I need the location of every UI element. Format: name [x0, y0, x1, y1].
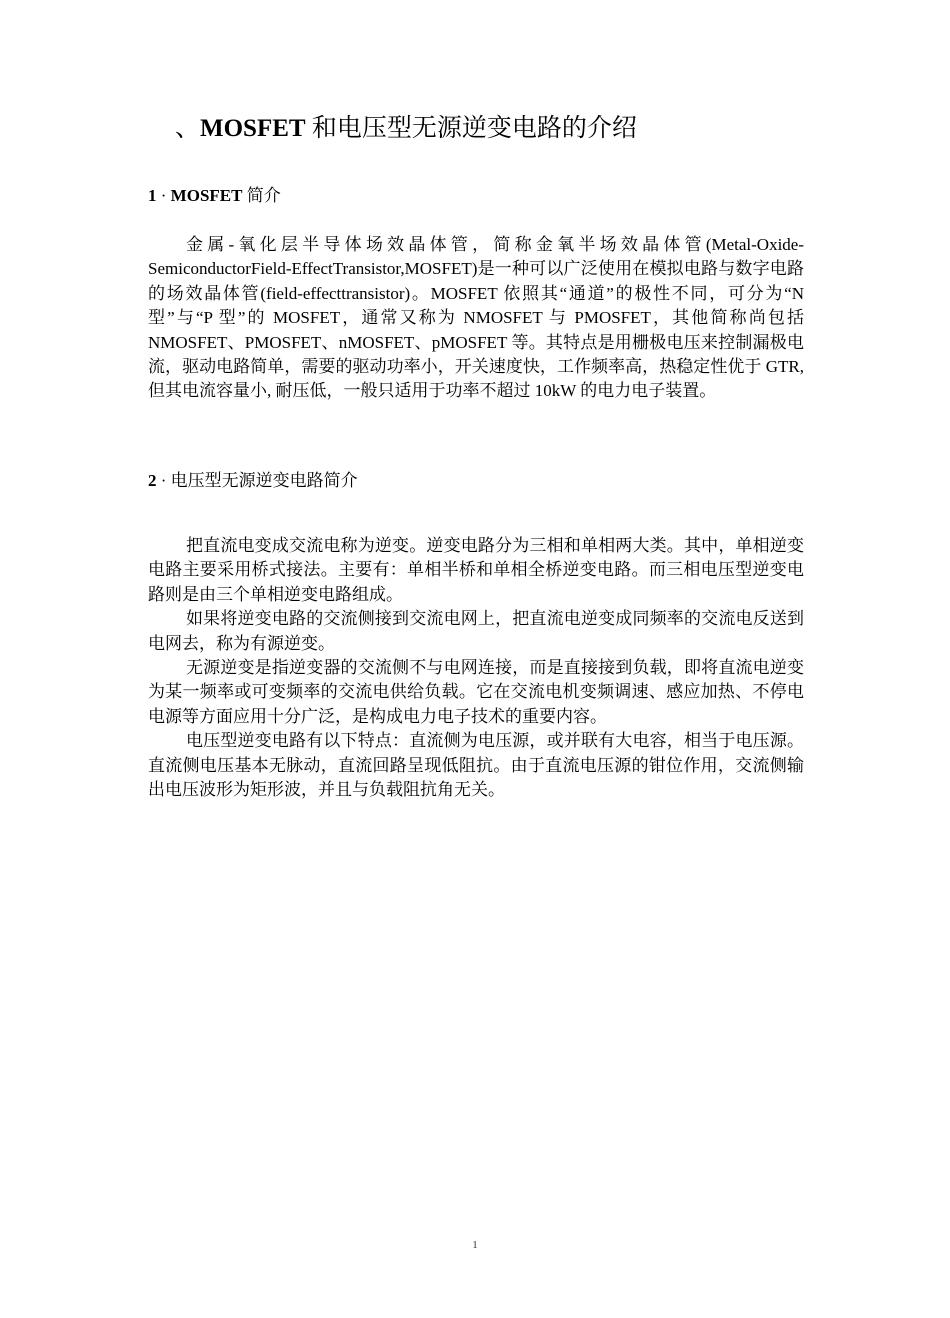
section-1-body: [148, 233, 804, 404]
section-2-separator: ·: [156, 471, 171, 490]
section-2-number: 2: [148, 471, 157, 490]
section-2-paragraph-4: 电压型逆变电路有以下特点：直流侧为电压源，或并联有大电容，相当于电压源。直流侧电压基本无脉动，直流回路呈现低阻抗。由于直流电压源的钳位作用，交流侧输出电压波形为矩形波，并且与负载阻抗角无关。: [148, 731, 804, 800]
title-rest: 和电压型无源逆变电路的介绍: [305, 115, 637, 142]
title-latin: MOSFET: [200, 115, 306, 142]
section-1-number: 1: [148, 186, 157, 205]
section-1-heading: [148, 184, 281, 208]
section-2-paragraph-3: 无源逆变是指逆变器的交流侧不与电网连接，而是直接接到负载，即将直流电逆变为某一频率或可变频率的交流电供给负载。它在交流电机变频调速、感应加热、不停电电源等方面应用十分广泛，是构成电力电子技术的重要内容。: [148, 658, 804, 726]
section-2-paragraph-1: 把直流电变成交流电称为逆变。逆变电路分为三相和单相两大类。其中，单相逆变电路主要采用桥式接法。主要有：单相半桥和单相全桥逆变电路。而三相电压型逆变电路则是由三个单相逆变电路组成。: [148, 536, 804, 604]
section-1-title-rest: 简介: [242, 186, 281, 205]
section-1-paragraph: 金属-氧化层半导体场效晶体管，简称金氧半场效晶体管(Metal-Oxide-SemiconductorField-EffectTransistor,MOSFET)是一种可以广泛使用在模拟电路与数字电路的场效晶体管(field-effecttransistor)。MOSFET 依照其“通道”的极性不同，可分为“N 型”与“P 型”的 MOSFET，通常又称为 NMOSFET 与 PMOSFET，其他简称尚包括 NMOSFET、PMOSFET、nMOSFET、pMOSFET 等。其特点是用栅极电压来控制漏极电流，驱动电路简单，需要的驱动功率小，开关速度快，工作频率高，热稳定性优于 GTR, 但其电流容量小, 耐压低，一般只适用于功率不超过 10kW 的电力电子装置。: [148, 235, 804, 401]
title-prefix: 、: [175, 115, 201, 142]
section-2-body: [148, 534, 804, 802]
section-1-separator: ·: [156, 186, 171, 205]
document-title: [175, 112, 637, 146]
section-1-latin: MOSFET: [170, 186, 243, 205]
section-2-heading: [148, 469, 358, 493]
section-2-paragraph-2: 如果将逆变电路的交流侧接到交流电网上，把直流电逆变成同频率的交流电反送到电网去，称为有源逆变。: [148, 609, 804, 653]
page-number: 1: [472, 1239, 478, 1251]
section-2-title-rest: 电压型无源逆变电路简介: [170, 471, 358, 490]
